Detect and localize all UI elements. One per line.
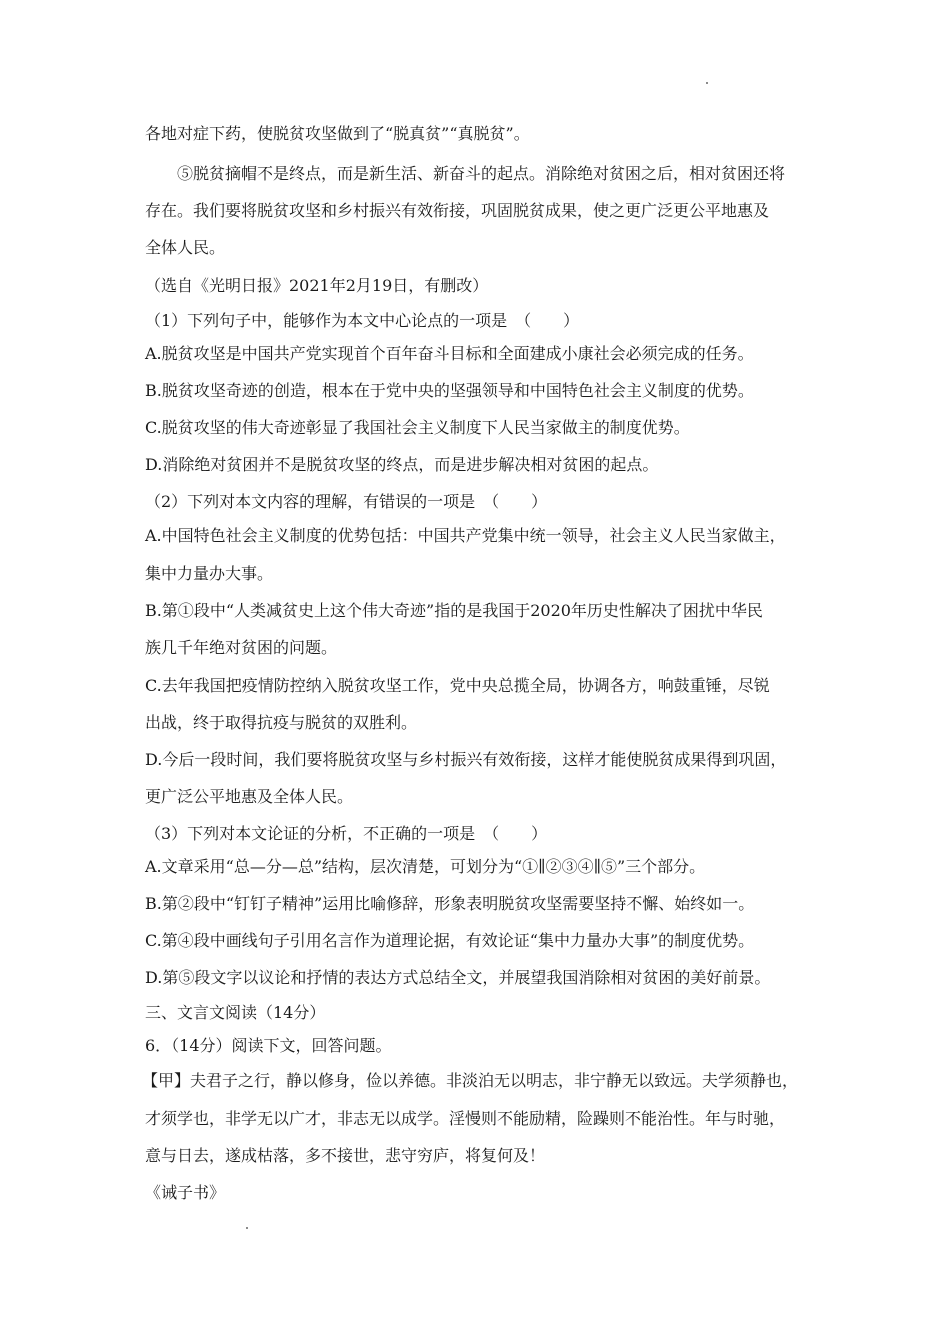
question-1-option-b: B.脱贫攻坚奇迹的创造，根本在于党中央的坚强领导和中国特色社会主义制度的优势。: [145, 381, 754, 400]
question-2-option-a-line-1: A.中国特色社会主义制度的优势包括：中国共产党集中统一领导，社会主义人民当家做主，: [145, 526, 786, 545]
question-3-option-a: A.文章采用“总—分—总”结构，层次清楚，可划分为“①∥②③④∥⑤”三个部分。: [145, 857, 706, 876]
question-3-option-b: B.第②段中“钉钉子精神”运用比喻修辞，形象表明脱贫攻坚需要坚持不懈、始终如一。: [145, 894, 755, 913]
question-1-option-d: D.消除绝对贫困并不是脱贫攻坚的终点，而是进步解决相对贫困的起点。: [145, 455, 659, 474]
scan-speck: [246, 1227, 248, 1229]
paragraph-4-end: 各地对症下药，使脱贫攻坚做到了“脱真贫”“真脱贫”。: [145, 124, 530, 143]
scan-speck: [706, 82, 708, 84]
classical-text-jia-line-2: 才须学也，非学无以广才，非志无以成学。淫慢则不能励精，险躁则不能治性。年与时驰，: [145, 1109, 786, 1128]
question-2-option-a-line-2: 集中力量办大事。: [145, 564, 274, 583]
question-3-option-c: C.第④段中画线句子引用名言作为道理论据，有效论证“集中力量办大事”的制度优势。: [145, 931, 755, 950]
question-2-option-d-line-2: 更广泛公平地惠及全体人民。: [145, 787, 354, 806]
question-3-stem: （3）下列对本文论证的分析，不正确的一项是 （ ）: [145, 824, 548, 843]
source-citation: （选自《光明日报》2021年2月19日，有删改）: [145, 276, 489, 295]
question-3-option-d: D.第⑤段文字以议论和抒情的表达方式总结全文，并展望我国消除相对贫困的美好前景。: [145, 968, 771, 987]
classical-text-jia-line-3: 意与日去，遂成枯落，多不接世，悲守穷庐，将复何及！: [145, 1146, 546, 1165]
paragraph-5-line-3: 全体人民。: [145, 238, 226, 257]
question-2-option-c-line-2: 出战，终于取得抗疫与脱贫的双胜利。: [145, 713, 418, 732]
question-1-option-a: A.脱贫攻坚是中国共产党实现首个百年奋斗目标和全面建成小康社会必须完成的任务。: [145, 344, 754, 363]
question-2-option-b-line-1: B.第①段中“人类减贫史上这个伟大奇迹”指的是我国于2020年历史性解决了困扰中华民: [145, 601, 763, 620]
question-2-option-b-line-2: 族几千年绝对贫困的问题。: [145, 638, 338, 657]
classical-text-title: 《诫子书》: [145, 1183, 226, 1202]
question-1-option-c: C.脱贫攻坚的伟大奇迹彰显了我国社会主义制度下人民当家做主的制度优势。: [145, 418, 690, 437]
question-2-stem: （2）下列对本文内容的理解，有错误的一项是 （ ）: [145, 492, 548, 511]
classical-text-jia-line-1: 【甲】夫君子之行，静以修身，俭以养德。非淡泊无以明志，非宁静无以致远。夫学须静也，: [142, 1071, 799, 1090]
section-three-heading: 三、文言文阅读（14分）: [145, 1003, 326, 1022]
question-2-option-d-line-1: D.今后一段时间，我们要将脱贫攻坚与乡村振兴有效衔接，这样才能使脱贫成果得到巩固，: [145, 750, 787, 769]
paragraph-5-line-1: ⑤脱贫摘帽不是终点，而是新生活、新奋斗的起点。消除绝对贫困之后，相对贫困还将: [177, 164, 786, 183]
paragraph-5-line-2: 存在。我们要将脱贫攻坚和乡村振兴有效衔接，巩固脱贫成果，使之更广泛更公平地惠及: [145, 201, 770, 220]
question-6-stem: 6．（14分）阅读下文，回答问题。: [145, 1036, 392, 1055]
question-1-stem: （1）下列句子中，能够作为本文中心论点的一项是 （ ）: [145, 311, 580, 330]
question-2-option-c-line-1: C.去年我国把疫情防控纳入脱贫攻坚工作，党中央总揽全局，协调各方，响鼓重锤，尽锐: [145, 676, 770, 695]
